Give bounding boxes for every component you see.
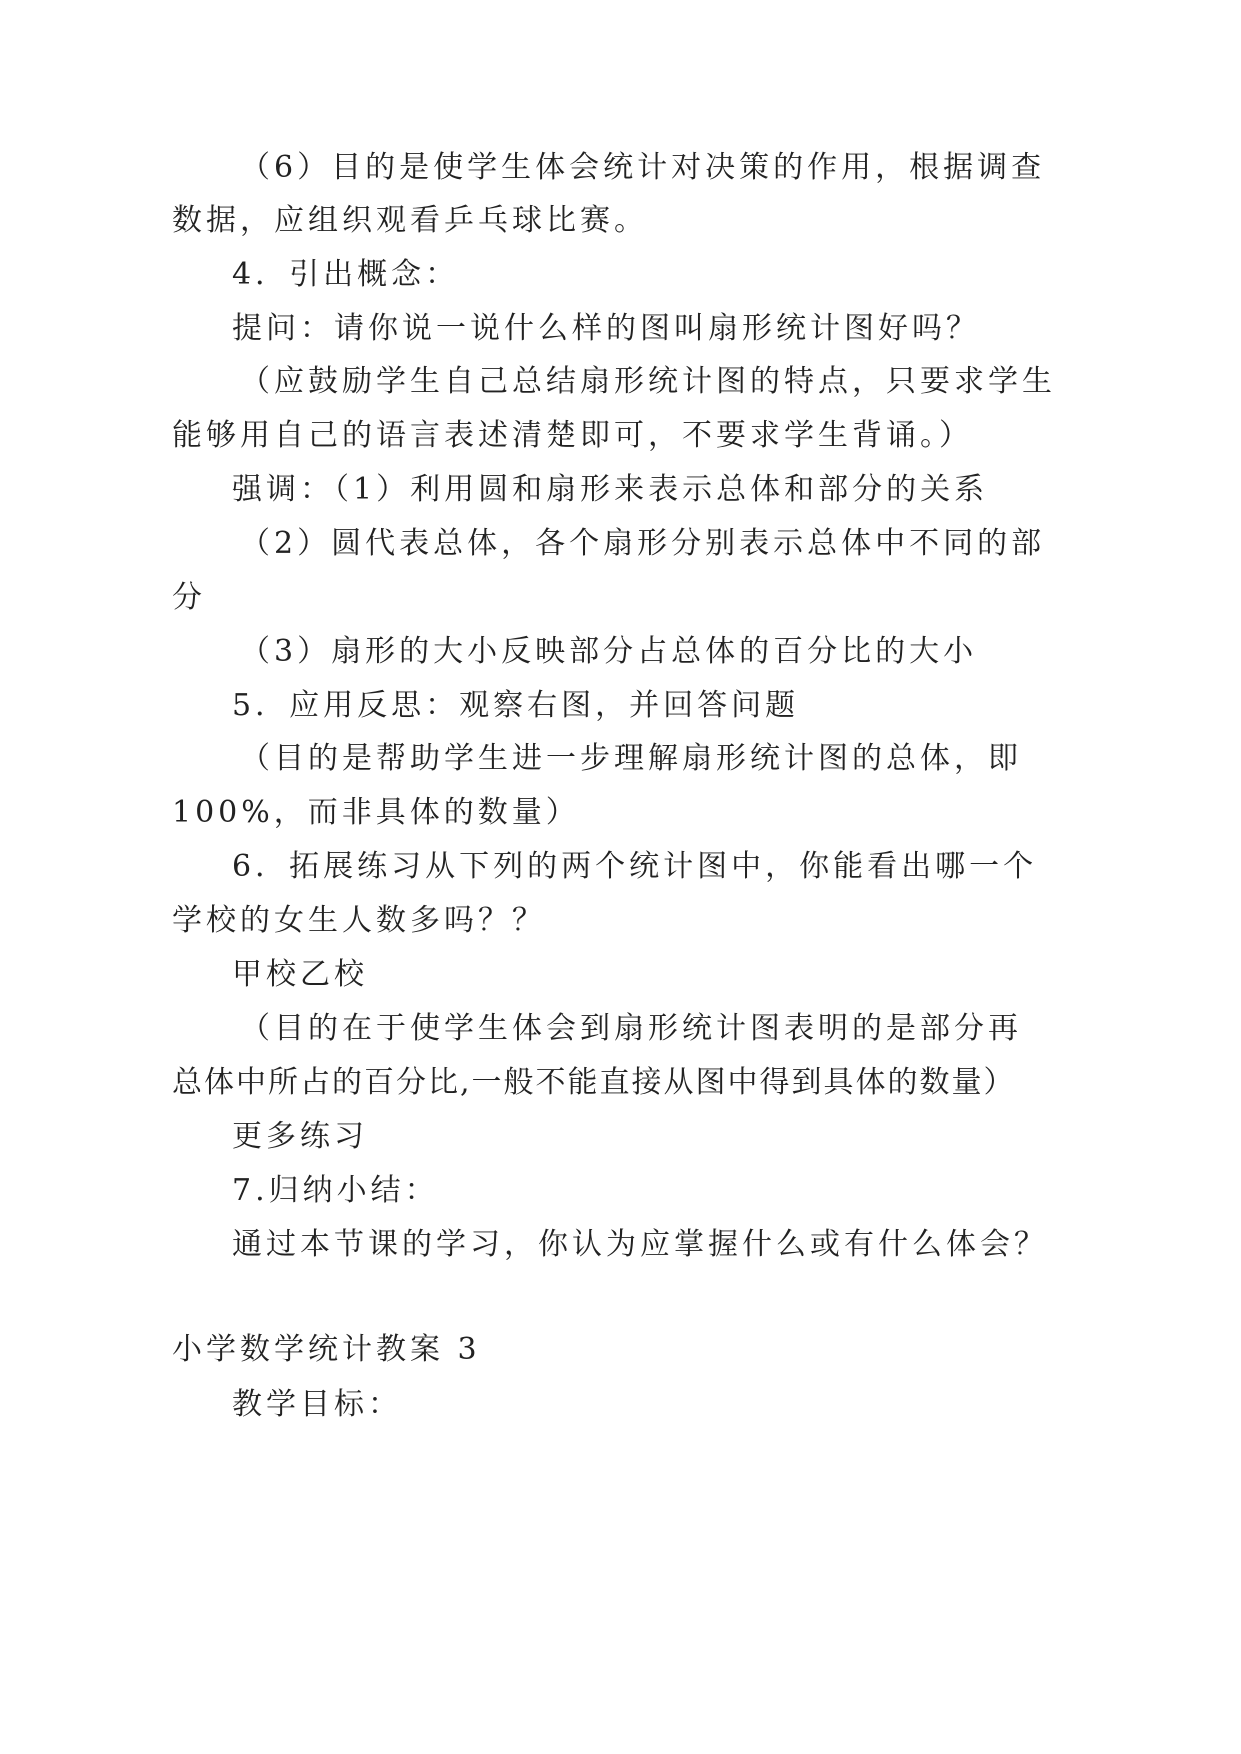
text-line-10: （3）扇形的大小反映部分占总体的百分比的大小: [240, 634, 978, 669]
text-line-1: （6）目的是使学生体会统计对决策的作用，根据调查: [240, 150, 1046, 185]
lesson-plan-title: 小学数学统计教案 3: [172, 1332, 481, 1367]
text-line-question: 提问：请你说一说什么样的图叫扇形统计图好吗？: [232, 311, 980, 346]
text-line-2: 数据，应组织观看乒乓球比赛。: [172, 203, 648, 238]
text-line-6: 能够用自己的语言表述清楚即可，不要求学生背诵。）: [172, 418, 973, 453]
text-line-5: （应鼓励学生自己总结扇形统计图的特点，只要求学生: [240, 364, 1056, 399]
text-line-15: 学校的女生人数多吗？？: [172, 903, 546, 938]
text-line-17: （目的在于使学生体会到扇形统计图表明的是部分再: [240, 1011, 1022, 1046]
text-line-12: （目的是帮助学生进一步理解扇形统计图的总体，即: [240, 741, 1022, 776]
text-line-goals: 教学目标：: [232, 1387, 402, 1422]
text-line-9: 分: [172, 580, 206, 615]
section-heading-4: 4．引出概念：: [232, 257, 460, 292]
text-line-8: （2）圆代表总体，各个扇形分别表示总体中不同的部: [240, 526, 1046, 561]
text-line-21: 通过本节课的学习，你认为应掌握什么或有什么体会？: [232, 1227, 1048, 1262]
text-line-more-practice: 更多练习: [232, 1119, 368, 1154]
text-line-13: 100%，而非具体的数量）: [172, 795, 580, 830]
text-line-18: 总体中所占的百分比,一般不能直接从图中得到具体的数量）: [172, 1065, 1016, 1100]
section-heading-5: 5．应用反思：观察右图，并回答问题: [232, 688, 800, 723]
section-heading-6: 6．拓展练习从下列的两个统计图中，你能看出哪一个: [232, 849, 1038, 884]
text-line-schools: 甲校乙校: [232, 957, 368, 992]
text-line-emphasis: 强调：（1）利用圆和扇形来表示总体和部分的关系: [232, 472, 989, 507]
section-heading-7: 7.归纳小结：: [232, 1173, 439, 1208]
